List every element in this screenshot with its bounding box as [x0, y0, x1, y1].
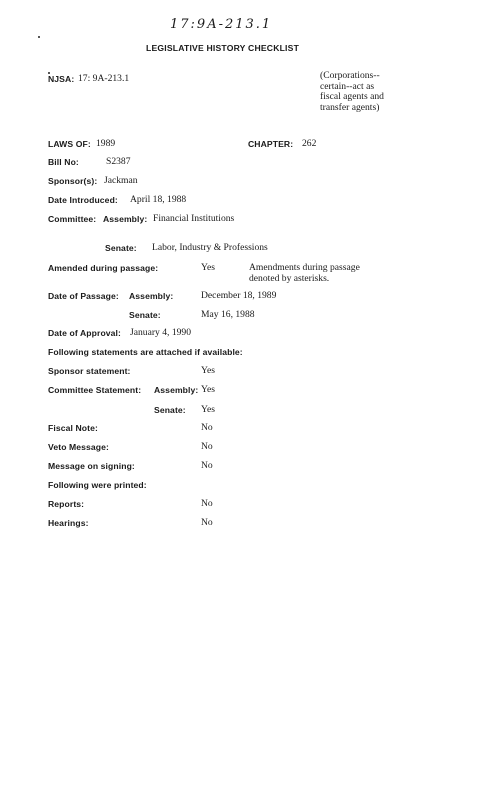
- passage-senate-label: Senate:: [129, 310, 161, 320]
- committee-assembly-label: Assembly:: [103, 214, 148, 224]
- veto-message-label: Veto Message:: [48, 442, 110, 452]
- message-on-signing-value: No: [201, 460, 213, 471]
- passage-senate-value: May 16, 1988: [201, 309, 255, 320]
- sponsor-statement-label: Sponsor statement:: [48, 366, 131, 376]
- statement-assembly-value: Yes: [201, 384, 215, 395]
- passage-assembly-value: December 18, 1989: [201, 290, 277, 301]
- amended-label: Amended during passage:: [48, 263, 159, 273]
- laws-of-label: LAWS OF:: [48, 139, 91, 149]
- hearings-label: Hearings:: [48, 518, 89, 528]
- statement-assembly-label: Assembly:: [154, 385, 199, 395]
- statement-senate-label: Senate:: [154, 405, 186, 415]
- date-of-approval-value: January 4, 1990: [130, 327, 192, 338]
- committee-assembly-value: Financial Institutions: [153, 213, 235, 224]
- subject-note: (Corporations-- certain--act as fiscal agents and transfer agents): [320, 70, 384, 114]
- amended-note: Amendments during passage denoted by asterisks.: [249, 262, 360, 284]
- committee-statement-label: Committee Statement:: [48, 385, 142, 395]
- reports-value: No: [201, 498, 213, 509]
- sponsors-value: Jackman: [104, 175, 138, 186]
- committee-label: Committee:: [48, 214, 97, 224]
- sponsors-label: Sponsor(s):: [48, 176, 98, 186]
- chapter-label: CHAPTER:: [248, 139, 294, 149]
- amended-value: Yes: [201, 262, 215, 273]
- laws-of-value: 1989: [96, 138, 116, 149]
- date-of-passage-label: Date of Passage:: [48, 291, 119, 301]
- scan-speck: [38, 36, 40, 38]
- statement-senate-value: Yes: [201, 404, 215, 415]
- following-attached-heading: Following statements are attached if available:: [48, 347, 243, 357]
- date-of-approval-label: Date of Approval:: [48, 328, 122, 338]
- njsa-label: NJSA:: [48, 74, 75, 84]
- handwritten-annotation: 17:9A-213.1: [170, 17, 273, 32]
- hearings-value: No: [201, 517, 213, 528]
- chapter-value: 262: [302, 138, 317, 149]
- sponsor-statement-value: Yes: [201, 365, 215, 376]
- reports-label: Reports:: [48, 499, 85, 509]
- following-printed-heading: Following were printed:: [48, 480, 147, 490]
- committee-senate-label: Senate:: [105, 243, 137, 253]
- message-on-signing-label: Message on signing:: [48, 461, 135, 471]
- bill-no-value: S2387: [106, 156, 131, 167]
- passage-assembly-label: Assembly:: [129, 291, 174, 301]
- date-introduced-label: Date Introduced:: [48, 195, 118, 205]
- fiscal-note-label: Fiscal Note:: [48, 423, 98, 433]
- committee-senate-value: Labor, Industry & Professions: [152, 242, 268, 253]
- bill-no-label: Bill No:: [48, 157, 79, 167]
- fiscal-note-value: No: [201, 422, 213, 433]
- page-title: LEGISLATIVE HISTORY CHECKLIST: [146, 43, 300, 53]
- njsa-value: 17: 9A-213.1: [78, 73, 130, 84]
- date-introduced-value: April 18, 1988: [130, 194, 187, 205]
- veto-message-value: No: [201, 441, 213, 452]
